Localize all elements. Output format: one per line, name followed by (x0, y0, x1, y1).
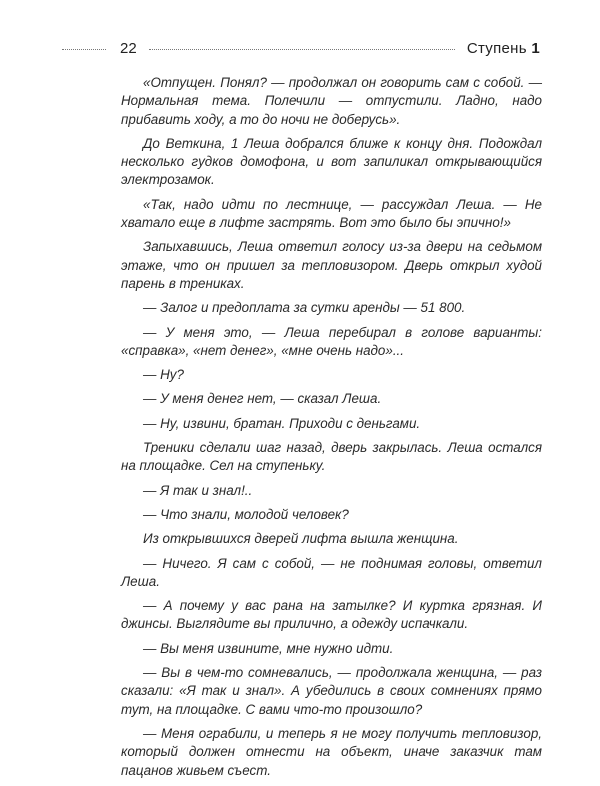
running-title-word: Ступень (466, 39, 527, 57)
header-dotted-rule-left (62, 49, 106, 50)
paragraph: «Отпущен. Понял? — продолжал он говорить сам с собой. — Нормальная тема. Полечили — отпустили. Ладно, надо прибавить ходу, а то до ночи не доберусь». (121, 75, 542, 127)
paragraph: — Что знали, молодой человек? (143, 506, 349, 522)
paragraph: — А почему у вас рана на затылке? И куртка грязная. И джинсы. Выглядите вы прилично, а одежду испачкали. (121, 598, 542, 632)
paragraph: — Вы меня извините, мне нужно идти. (143, 640, 394, 656)
paragraph: — У меня денег нет, — сказал Леша. (143, 391, 382, 407)
paragraph: — Я так и знал!.. (143, 482, 253, 498)
running-title (455, 40, 540, 57)
paragraph: — Залог и предоплата за сутки аренды — 51 800. (143, 300, 466, 316)
page-number: 22 (120, 39, 137, 57)
header-dotted-rule-right (149, 49, 455, 50)
paragraph: Треники сделали шаг назад, дверь закрылась. Леша остался на площадке. Сел на ступеньку. (121, 440, 542, 474)
paragraph: Запыхавшись, Леша ответил голосу из-за двери на седьмом этаже, что он пришел за тепловизором. Дверь открыл худой парень в трениках. (121, 239, 542, 291)
paragraph: До Веткина, 1 Леша добрался ближе к концу дня. Подождал несколько гудков домофона, и вот запиликал открывающийся электрозамок. (121, 135, 542, 188)
paragraph: — Меня ограбили, и теперь я не могу получить тепловизор, который должен отнести на объект, иначе заказчик там пацанов живьем съест. (121, 725, 542, 778)
body-text (121, 74, 542, 786)
paragraph: — Ну? (143, 367, 184, 383)
paragraph: — Вы в чем-то сомневались, — продолжала женщина, — раз сказали: «Я так и знал». А убедились в своих сомнениях прямо тут, на площадке. С вами что-то произошло? (121, 665, 542, 717)
paragraph: — У меня это, — Леша перебирал в голове варианты: «справка», «нет денег», «мне очень надо»... (121, 324, 542, 358)
paragraph: — Ничего. Я сам с собой, — не поднимая головы, ответил Леша. (121, 555, 542, 589)
page-header (62, 38, 540, 58)
paragraph: «Так, надо идти по лестнице, — рассуждал Леша. — Не хватало еще в лифте застрять. Вот это было бы эпично!» (121, 196, 542, 231)
paragraph: — Ну, извини, братан. Приходи с деньгами. (143, 415, 421, 431)
running-title-number: 1 (531, 39, 540, 57)
paragraph: Из открывшихся дверей лифта вышла женщина. (143, 531, 459, 547)
